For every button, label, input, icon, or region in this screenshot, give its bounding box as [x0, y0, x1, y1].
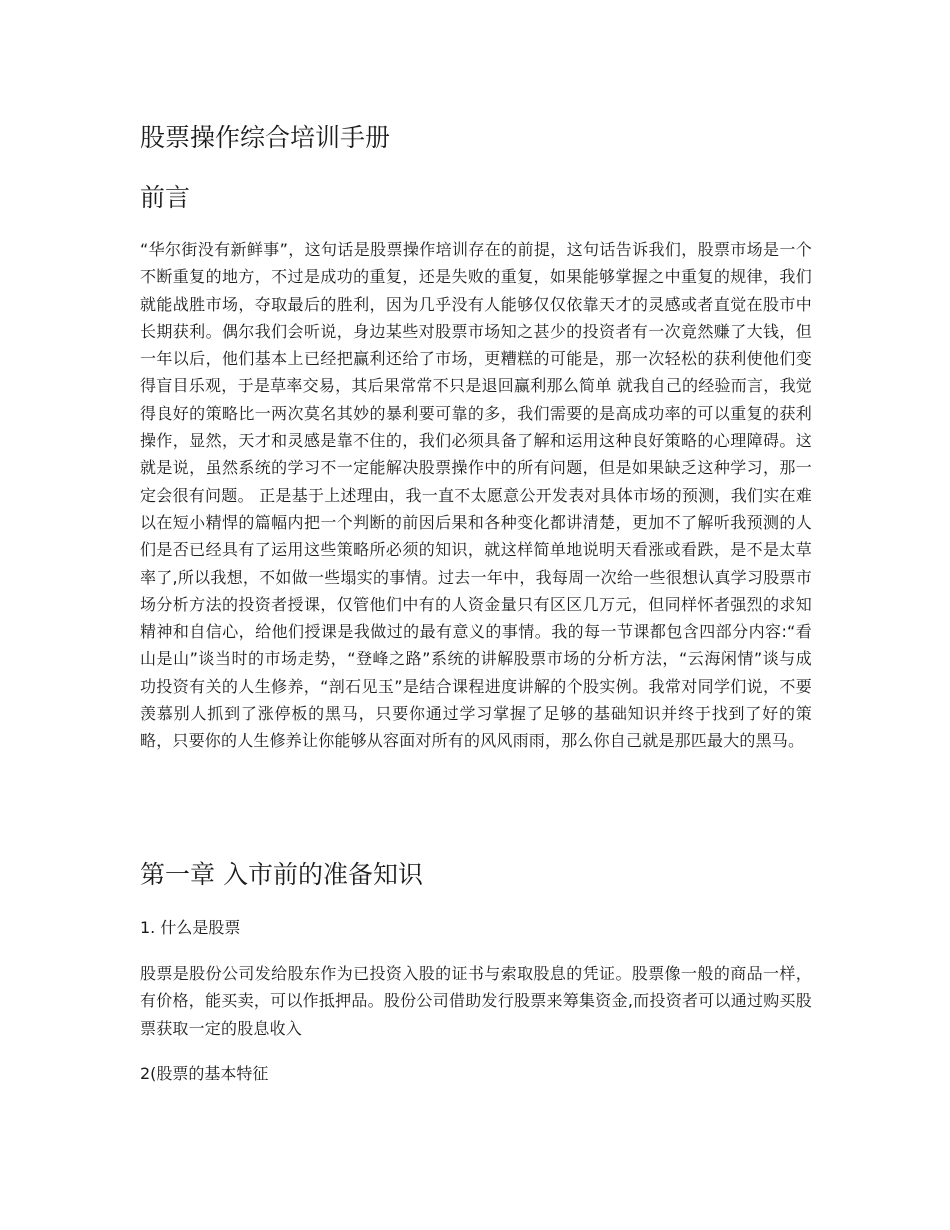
- section-2-title: 2(股票的基本特征: [140, 1064, 269, 1083]
- preface-heading: 前言: [140, 183, 191, 212]
- document-title: 股票操作综合培训手册: [140, 123, 391, 152]
- section-1-title: 1. 什么是股票: [140, 918, 241, 937]
- section-1-paragraph: 股票是股份公司发给股东作为已投资入股的证书与索取股息的凭证。股票像一般的商品一样，有价格，能买卖，可以作抵押品。股份公司借助发行股票来筹集资金,而投资者可以通过购买股票获取一定的股息收入: [140, 964, 812, 1038]
- chapter-1-heading: 第一章 入市前的准备知识: [140, 860, 423, 889]
- preface-paragraph: “华尔街没有新鲜事”，这句话是股票操作培训存在的前提，这句话告诉我们，股票市场是一个不断重复的地方，不过是成功的重复，还是失败的重复，如果能够掌握之中重复的规律，我们就能战胜市场，夺取最后的胜利，因为几乎没有人能够仅仅依靠天才的灵感或者直觉在股市中长期获利。偶尔我们会听说，身边某些对股票市场知之甚少的投资者有一次竟然赚了大钱，但一年以后，他们基本上已经把赢利还给了市场，更糟糕的可能是，那一次轻松的获利使他们变得盲目乐观，于是草率交易，其后果常常不只是退回赢利那么简单 就我自己的经验而言，我觉得良好的策略比一两次莫名其妙的暴利要可靠的多，我们需要的是高成功率的可以重复的获利操作，显然，天才和灵感是靠不住的，我们必须具备了解和运用这种良好策略的心理障碍。这就是说，虽然系统的学习不一定能解决股票操作中的所有问题，但是如果缺乏这种学习，那一定会很有问题。 正是基于上述理由，我一直不太愿意公开发表对具体市场的预测，我们实在难以在短小精悍的篇幅内把一个判断的前因后果和各种变化都讲清楚，更加不了解听我预测的人们是否已经具有了运用这些策略所必须的知识，就这样简单地说明天看涨或看跌，是不是太草率了,所以我想，不如做一些塌实的事情。过去一年中，我每周一次给一些很想认真学习股票市场分析方法的投资者授课，仅管他们中有的人资金量只有区区几万元，但同样怀者强烈的求知精神和自信心，给他们授课是我做过的最有意义的事情。我的每一节课都包含四部分内容:“看山是山”谈当时的市场走势，“登峰之路”系统的讲解股票市场的分析方法，“云海闲情”谈与成功投资有关的人生修养，“剖石见玉”是结合课程进度讲解的个股实例。我常对同学们说，不要羡慕别人抓到了涨停板的黑马，只要你通过学习掌握了足够的基础知识并终于找到了好的策略，只要你的人生修养让你能够从容面对所有的风风雨雨，那么你自己就是那匹最大的黑马。: [140, 240, 812, 751]
